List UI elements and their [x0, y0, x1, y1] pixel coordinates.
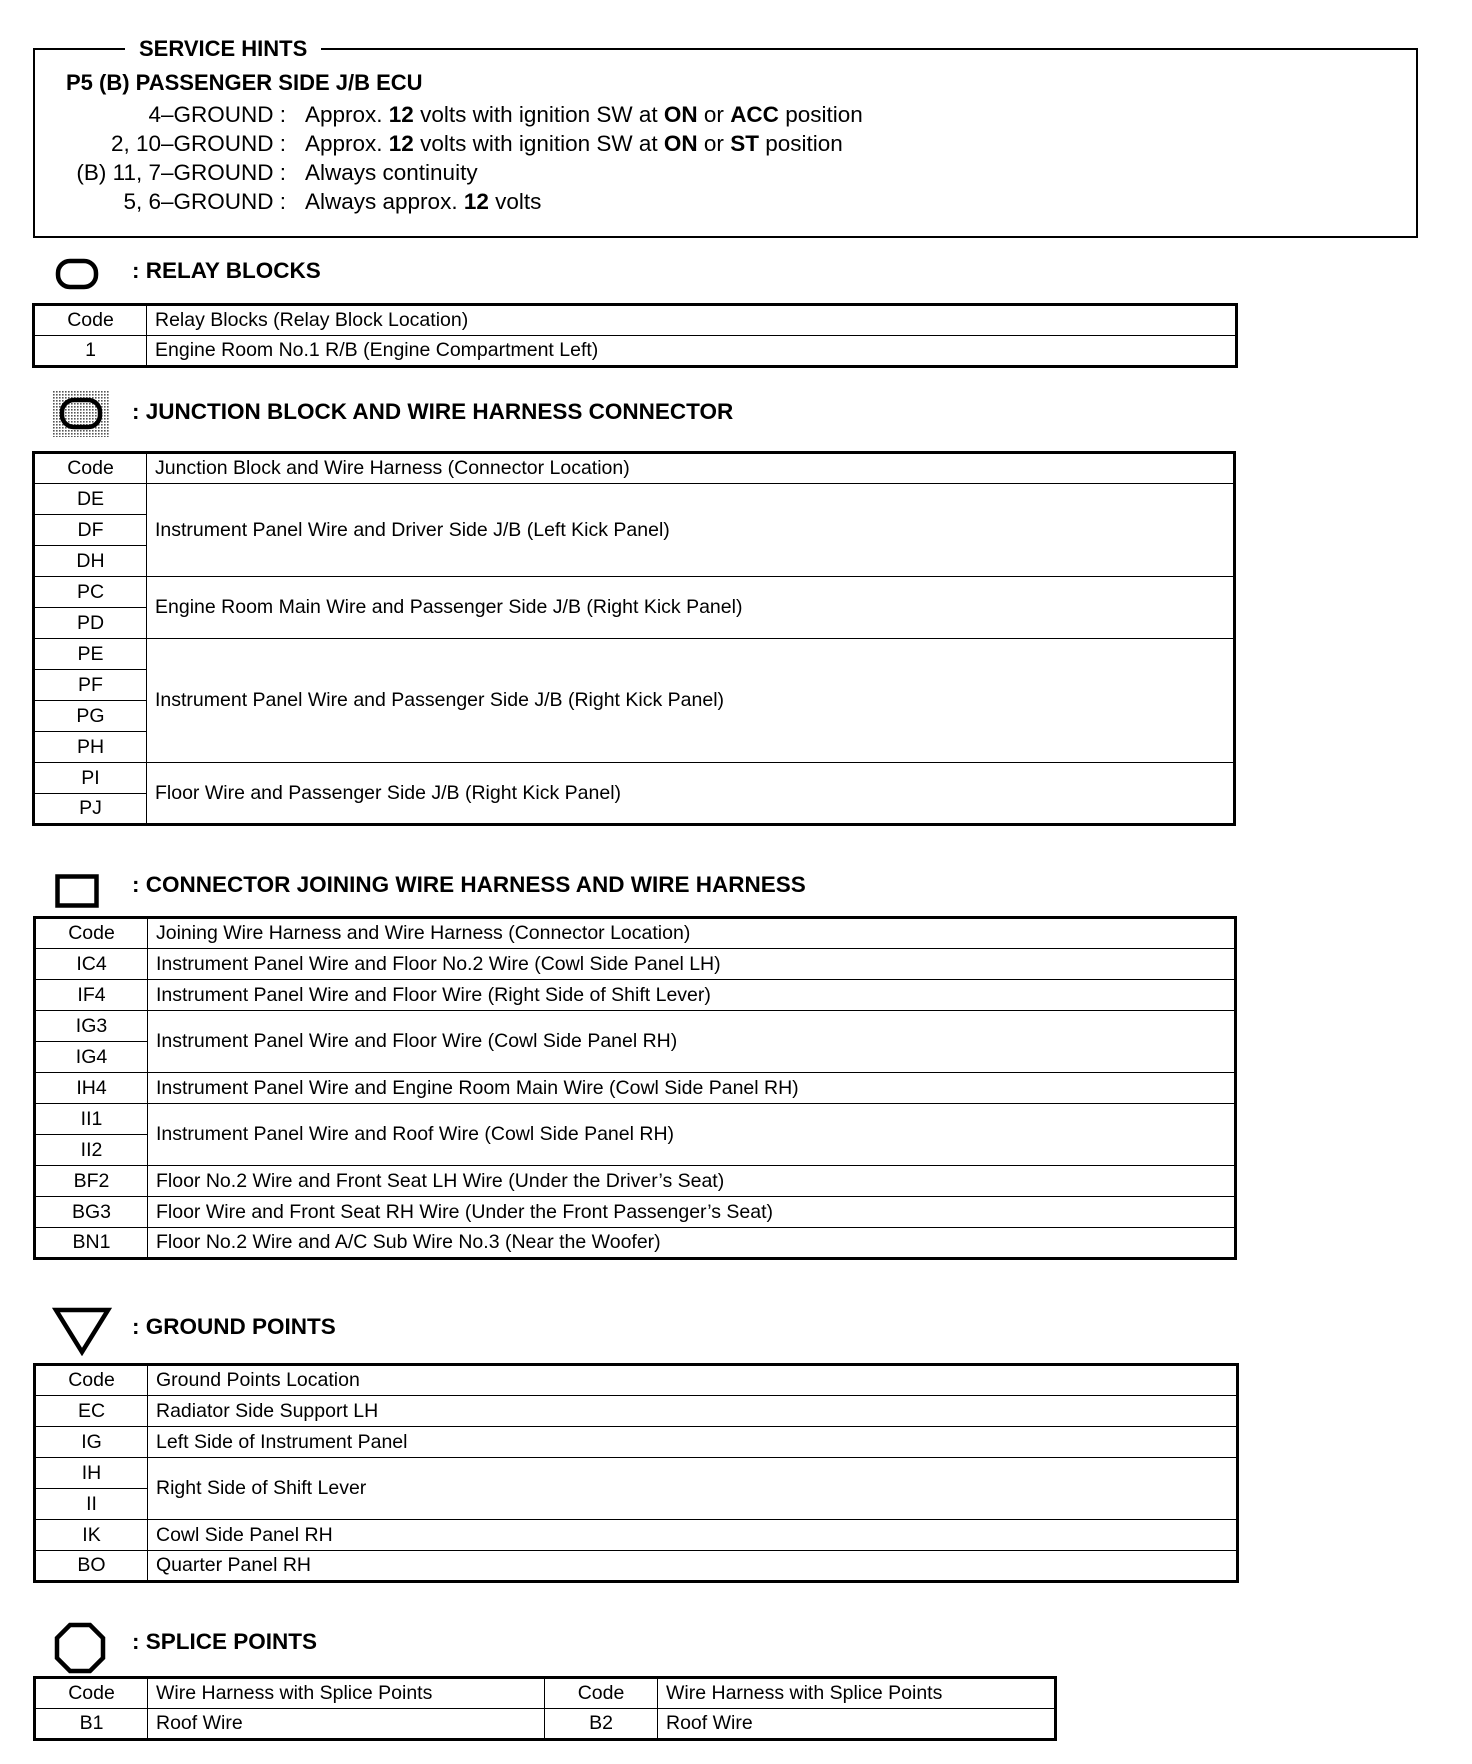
table-row [34, 639, 1235, 670]
header-location: Wire Harness with Splice Points [148, 1678, 545, 1709]
row-location: Instrument Panel Wire and Roof Wire (Cowl Side Panel RH) [148, 1104, 1236, 1166]
splice-point-symbol-icon [54, 1622, 106, 1674]
splice-points-title: : SPLICE POINTS [132, 1629, 318, 1654]
row-code: IF4 [35, 980, 148, 1011]
header-location: Ground Points Location [148, 1365, 1238, 1396]
table-row [35, 980, 1236, 1011]
table-row [34, 336, 1237, 367]
junction-block-symbol-icon [53, 391, 109, 437]
junction-blocks-table [32, 451, 1236, 826]
table-row [35, 1427, 1238, 1458]
table-row [34, 763, 1235, 794]
service-hints-title: SERVICE HINTS [125, 36, 321, 62]
hint-terminal: 2, 10–GROUND : [110, 131, 286, 156]
table-row [35, 1073, 1236, 1104]
row-location: Engine Room No.1 R/B (Engine Compartment Left) [147, 336, 1237, 367]
header-code: Code [34, 453, 147, 484]
table-header-row [35, 918, 1236, 949]
table-header-row [34, 305, 1237, 336]
row-location: Floor Wire and Passenger Side J/B (Right Kick Panel) [147, 763, 1235, 825]
row-code: PC [34, 577, 147, 608]
row-location: Cowl Side Panel RH [148, 1520, 1238, 1551]
table-row [35, 1458, 1238, 1489]
header-code: Code [545, 1678, 658, 1709]
row-location: Floor No.2 Wire and A/C Sub Wire No.3 (Near the Woofer) [148, 1228, 1236, 1259]
row-code: IG3 [35, 1011, 148, 1042]
row-location: Floor No.2 Wire and Front Seat LH Wire (Under the Driver’s Seat) [148, 1166, 1236, 1197]
table-header-row [34, 453, 1235, 484]
table-row [34, 577, 1235, 608]
row-location: Radiator Side Support LH [148, 1396, 1238, 1427]
row-code: PD [34, 608, 147, 639]
relay-block-symbol-icon [55, 258, 99, 290]
header-location: Junction Block and Wire Harness (Connector Location) [147, 453, 1235, 484]
row-code: PG [34, 701, 147, 732]
row-location: Instrument Panel Wire and Floor No.2 Wire (Cowl Side Panel LH) [148, 949, 1236, 980]
row-code: IH4 [35, 1073, 148, 1104]
row-code: II [35, 1489, 148, 1520]
row-code: 1 [34, 336, 147, 367]
hint-desc: Approx. 12 volts with ignition SW at ON or ST position [305, 131, 843, 156]
hint-desc: Always continuity [305, 160, 478, 185]
relay-blocks-title: : RELAY BLOCKS [132, 258, 321, 283]
table-row [35, 1228, 1236, 1259]
row-code: DF [34, 515, 147, 546]
row-location: Left Side of Instrument Panel [148, 1427, 1238, 1458]
row-code: BO [35, 1551, 148, 1582]
row-location: Instrument Panel Wire and Floor Wire (Right Side of Shift Lever) [148, 980, 1236, 1011]
row-code: IH [35, 1458, 148, 1489]
splice-points-table [33, 1676, 1057, 1741]
header-code: Code [35, 918, 148, 949]
table-row [35, 949, 1236, 980]
relay-blocks-table [32, 303, 1238, 368]
table-row [35, 1551, 1238, 1582]
table-row [35, 1709, 1056, 1740]
row-code: BN1 [35, 1228, 148, 1259]
row-code: B1 [35, 1709, 148, 1740]
row-code: PI [34, 763, 147, 794]
row-location: Engine Room Main Wire and Passenger Side J/B (Right Kick Panel) [147, 577, 1235, 639]
row-code: PJ [34, 794, 147, 825]
header-code: Code [35, 1365, 148, 1396]
row-code: II1 [35, 1104, 148, 1135]
row-code: BG3 [35, 1197, 148, 1228]
header-location: Joining Wire Harness and Wire Harness (Connector Location) [148, 918, 1236, 949]
row-code: BF2 [35, 1166, 148, 1197]
row-code: B2 [545, 1709, 658, 1740]
ground-points-table [33, 1363, 1239, 1583]
ground-point-symbol-icon [52, 1306, 112, 1356]
row-code: PH [34, 732, 147, 763]
hint-terminal: 4–GROUND : [148, 102, 286, 127]
row-location: Instrument Panel Wire and Floor Wire (Cowl Side Panel RH) [148, 1011, 1236, 1073]
table-header-row [35, 1678, 1056, 1709]
hint-desc: Approx. 12 volts with ignition SW at ON or ACC position [305, 102, 863, 127]
header-code: Code [34, 305, 147, 336]
ground-points-title: : GROUND POINTS [132, 1314, 336, 1339]
row-code: IG4 [35, 1042, 148, 1073]
row-code: II2 [35, 1135, 148, 1166]
row-location: Floor Wire and Front Seat RH Wire (Under the Front Passenger’s Seat) [148, 1197, 1236, 1228]
table-row [35, 1197, 1236, 1228]
row-location: Roof Wire [148, 1709, 545, 1740]
row-location: Right Side of Shift Lever [148, 1458, 1238, 1520]
table-row [35, 1166, 1236, 1197]
row-location: Instrument Panel Wire and Engine Room Main Wire (Cowl Side Panel RH) [148, 1073, 1236, 1104]
service-hints-component: P5 (B) PASSENGER SIDE J/B ECU [66, 70, 423, 95]
connector-symbol-icon [55, 874, 99, 908]
table-row [35, 1396, 1238, 1427]
row-location: Instrument Panel Wire and Passenger Side J/B (Right Kick Panel) [147, 639, 1235, 763]
hint-terminal: (B) 11, 7–GROUND : [76, 160, 286, 185]
table-row [35, 1520, 1238, 1551]
row-code: IC4 [35, 949, 148, 980]
row-code: IG [35, 1427, 148, 1458]
row-code: DH [34, 546, 147, 577]
row-location: Roof Wire [658, 1709, 1056, 1740]
hint-desc: Always approx. 12 volts [305, 189, 542, 214]
row-code: DE [34, 484, 147, 515]
row-location: Quarter Panel RH [148, 1551, 1238, 1582]
row-code: IK [35, 1520, 148, 1551]
connectors-table [33, 916, 1237, 1260]
table-row [35, 1011, 1236, 1042]
header-location: Relay Blocks (Relay Block Location) [147, 305, 1237, 336]
row-code: PF [34, 670, 147, 701]
row-code: EC [35, 1396, 148, 1427]
table-row [35, 1104, 1236, 1135]
header-location: Wire Harness with Splice Points [658, 1678, 1056, 1709]
connectors-title: : CONNECTOR JOINING WIRE HARNESS AND WIRE HARNESS [132, 872, 806, 897]
row-code: PE [34, 639, 147, 670]
junction-blocks-title: : JUNCTION BLOCK AND WIRE HARNESS CONNECTOR [132, 399, 734, 424]
table-row [34, 484, 1235, 515]
hint-terminal: 5, 6–GROUND : [123, 189, 286, 214]
header-code: Code [35, 1678, 148, 1709]
table-header-row [35, 1365, 1238, 1396]
service-hints-box [33, 36, 1418, 238]
row-location: Instrument Panel Wire and Driver Side J/B (Left Kick Panel) [147, 484, 1235, 577]
